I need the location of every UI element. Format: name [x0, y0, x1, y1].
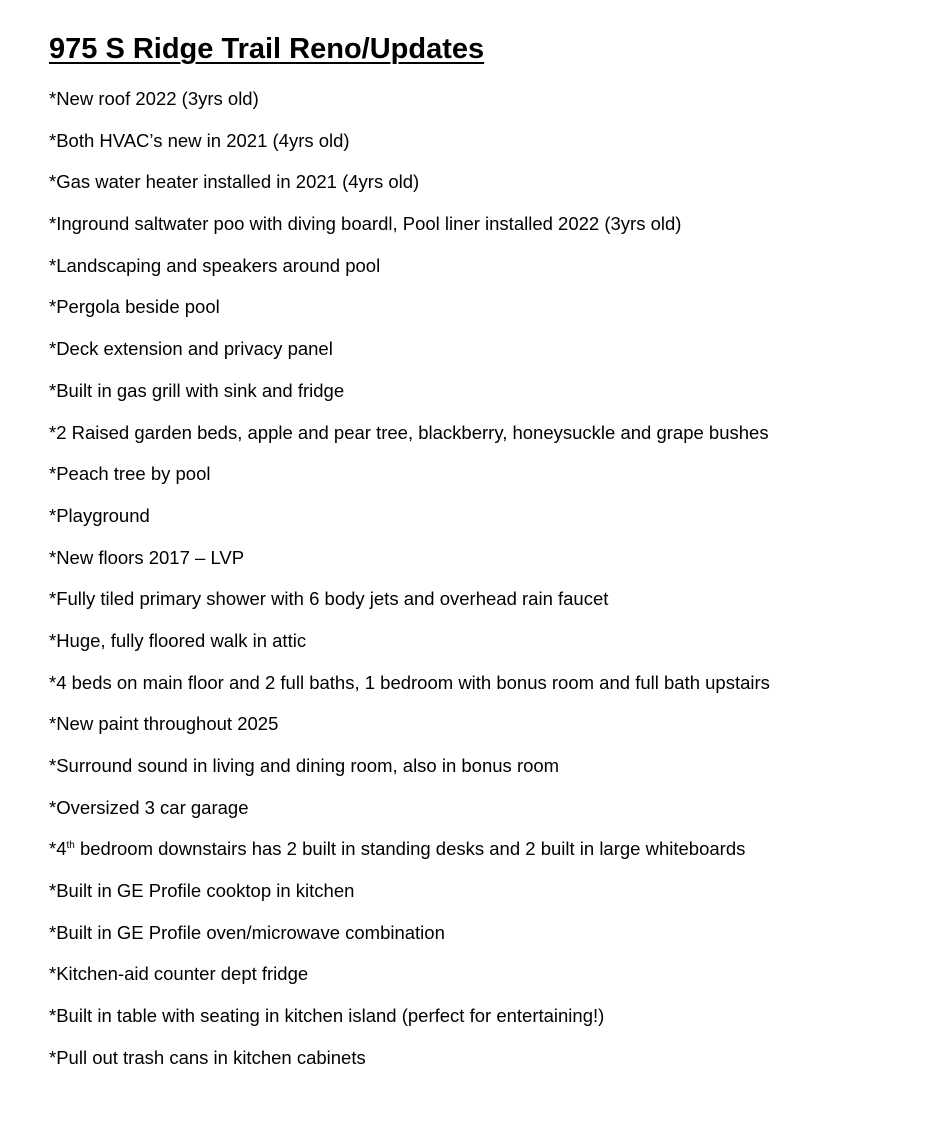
ordinal-superscript: th: [66, 840, 75, 852]
updates-list: [49, 88, 890, 1069]
list-item: *Gas water heater installed in 2021 (4yrs old): [49, 171, 420, 193]
list-item: *Oversized 3 car garage: [49, 796, 249, 818]
list-item-prefix: *4: [49, 838, 67, 860]
list-item: *New roof 2022 (3yrs old): [49, 88, 259, 109]
list-item: *Pull out trash cans in kitchen cabinets: [49, 1046, 366, 1068]
list-item: *Pergola beside pool: [49, 296, 220, 318]
list-item: *Built in GE Profile oven/microwave combination: [49, 921, 445, 943]
list-item: *Built in table with seating in kitchen island (perfect for entertaining!): [49, 1005, 605, 1027]
list-item: *Surround sound in living and dining room, also in bonus room: [49, 755, 560, 776]
list-item: *Huge, fully floored walk in attic: [49, 629, 307, 651]
list-item: *Both HVAC’s new in 2021 (4yrs old): [49, 129, 350, 151]
document-title: 975 S Ridge Trail Reno/Updates: [49, 33, 485, 65]
list-item: *2 Raised garden beds, apple and pear tree, blackberry, honeysuckle and grape bushes: [49, 421, 769, 443]
list-item: *Peach tree by pool: [49, 463, 211, 485]
list-item: *Playground: [49, 504, 150, 526]
list-item: *Landscaping and speakers around pool: [49, 254, 381, 276]
list-item: *Built in GE Profile cooktop in kitchen: [49, 880, 355, 902]
list-item: *Kitchen-aid counter dept fridge: [49, 963, 309, 985]
list-item: *New paint throughout 2025: [49, 713, 279, 735]
list-item-4th-bedroom: [49, 838, 890, 860]
list-item: *Fully tiled primary shower with 6 body jets and overhead rain faucet: [49, 588, 609, 610]
list-item: *New floors 2017 – LVP: [49, 546, 245, 568]
list-item: *Built in gas grill with sink and fridge: [49, 379, 345, 401]
list-item: *Deck extension and privacy panel: [49, 338, 333, 360]
list-item: *4 beds on main floor and 2 full baths, 1 bedroom with bonus room and full bath upstairs: [49, 671, 770, 693]
list-item-rest: bedroom downstairs has 2 built in standing desks and 2 built in large whiteboards: [74, 838, 746, 860]
list-item: *Inground saltwater poo with diving boardl, Pool liner installed 2022 (3yrs old): [49, 213, 682, 235]
